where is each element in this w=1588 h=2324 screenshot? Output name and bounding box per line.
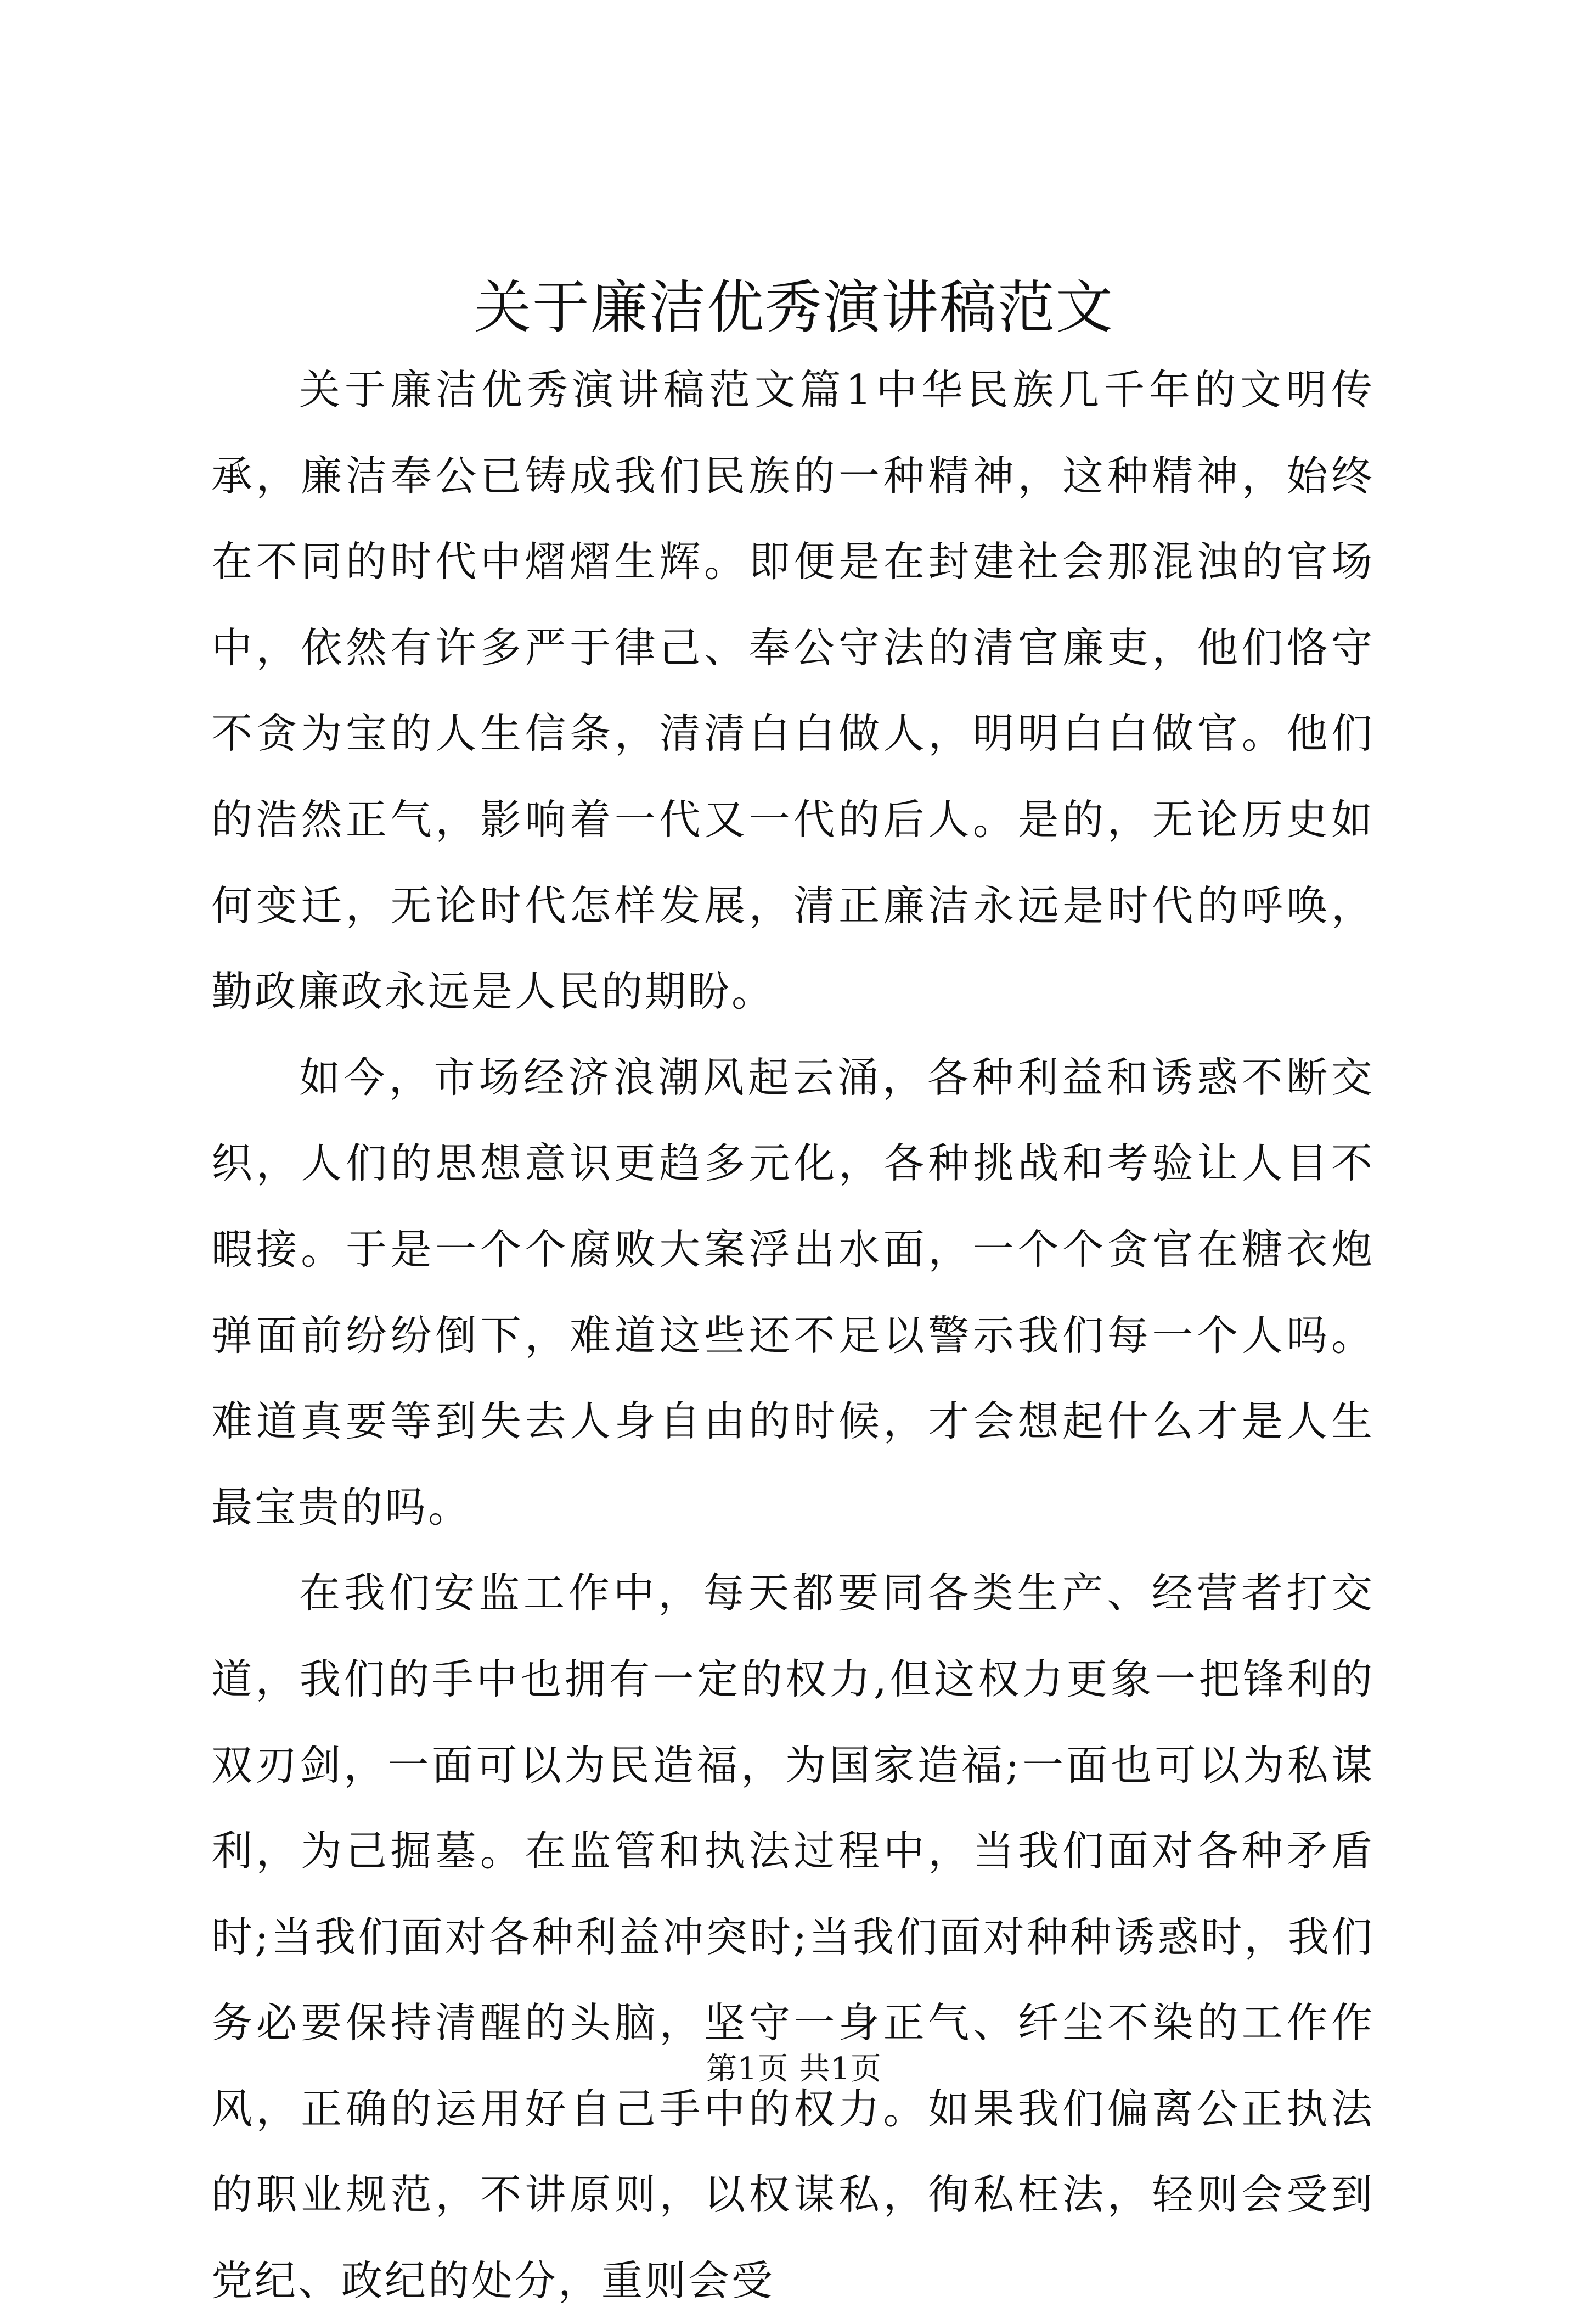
paragraph-3: 在我们安监工作中，每天都要同各类生产、经营者打交道，我们的手中也拥有一定的权力,但这权力更象一把锋利的双刃剑，一面可以为民造福，为国家造福;一面也可以为私谋利，为己掘墓。在监管和执法过程中，当我们面对各种矛盾时;当我们面对各种利益冲突时;当我们面对种种诱惑时，我们务必要保持清醒的头脑，坚守一身正气、纤尘不染的工作作风，正确的运用好自己手中的权力。如果我们偏离公正执法的职业规范，不讲原则，以权谋私，徇私枉法，轻则会受到党纪、政纪的处分，重则会受 [211, 1569, 1375, 2305]
page-footer: 第1页 共1页 [706, 2051, 882, 2087]
document-body [211, 347, 1375, 2324]
paragraph-2: 如今，市场经济浪潮风起云涌，各种利益和诱惑不断交织，人们的思想意识更趋多元化，各种挑战和考验让人目不暇接。于是一个个腐败大案浮出水面，一个个贪官在糖衣炮弹面前纷纷倒下，难道这些还不足以警示我们每一个人吗。难道真要等到失去人身自由的时候，才会想起什么才是人生最宝贵的吗。 [211, 1053, 1375, 1531]
page-title: 关于廉洁优秀演讲稿范文 [474, 274, 1114, 341]
paragraph-1: 关于廉洁优秀演讲稿范文篇1中华民族几千年的文明传承，廉洁奉公已铸成我们民族的一种精神，这种精神，始终在不同的时代中熠熠生辉。即便是在封建社会那混浊的官场中，依然有许多严于律己、奉公守法的清官廉吏，他们恪守不贪为宝的人生信条，清清白白做人，明明白白做官。他们的浩然正气，影响着一代又一代的后人。是的，无论历史如何变迁，无论时代怎样发展，清正廉洁永远是时代的呼唤，勤政廉政永远是人民的期盼。 [211, 366, 1375, 1016]
